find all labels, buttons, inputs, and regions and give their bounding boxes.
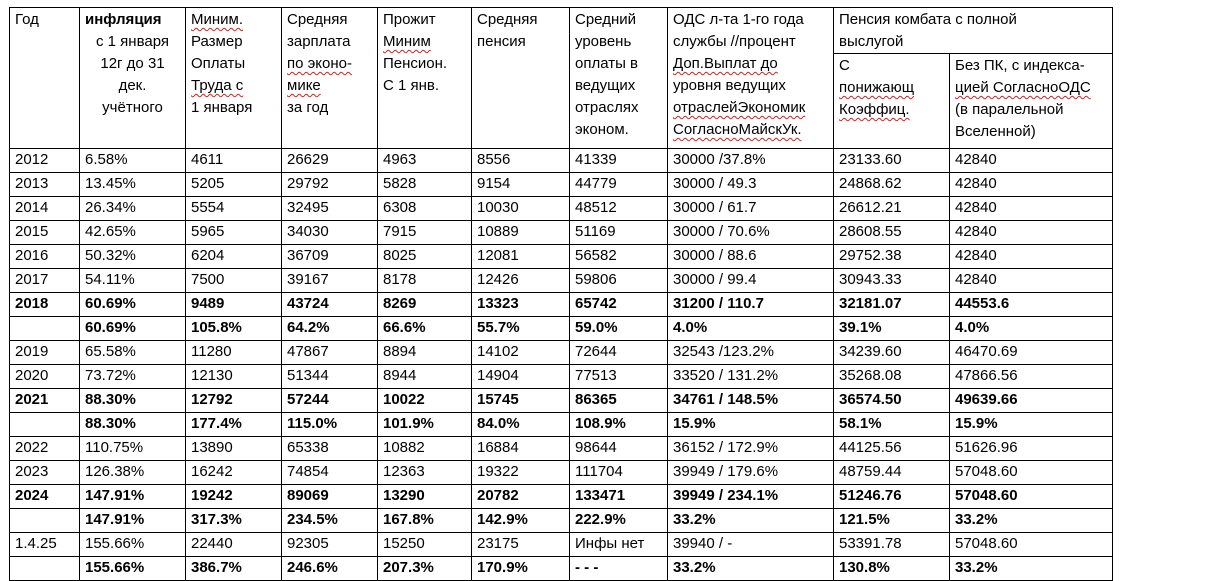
table-row: [10, 221, 1205, 245]
cell-subsistence: 8269: [378, 293, 472, 317]
empty-edge-cell: [1113, 245, 1205, 269]
table-row: [10, 557, 1205, 581]
cell-avg-salary: 74854: [282, 461, 378, 485]
cell-min-wage: 19242: [186, 485, 282, 509]
header-min-wage: Миним. Размер Оплаты Труда с 1 января: [186, 8, 282, 149]
cell-year: 2012: [10, 149, 80, 173]
cell-min-wage: 22440: [186, 533, 282, 557]
cell-ods: 36152 / 172.9%: [668, 437, 834, 461]
cell-avg-salary: 47867: [282, 341, 378, 365]
cell-avg-pay-leading: 72644: [570, 341, 668, 365]
cell-year: [10, 509, 80, 533]
header-inflation: инфляция с 1 января 12г до 31 дек. учётного: [80, 8, 186, 149]
cell-combat-reduced: 58.1%: [834, 413, 950, 437]
empty-edge-cell: [1113, 197, 1205, 221]
cell-avg-salary: 39167: [282, 269, 378, 293]
cell-avg-pay-leading: 98644: [570, 437, 668, 461]
table-row: [10, 197, 1205, 221]
cell-inflation: 54.11%: [80, 269, 186, 293]
cell-ods: 33520 / 131.2%: [668, 365, 834, 389]
cell-avg-salary: 34030: [282, 221, 378, 245]
table-row: [10, 173, 1205, 197]
cell-combat-no-pk: 46470.69: [950, 341, 1113, 365]
empty-edge-cell: [1113, 437, 1205, 461]
cell-year: 1.4.25: [10, 533, 80, 557]
cell-avg-salary: 57244: [282, 389, 378, 413]
cell-year: 2019: [10, 341, 80, 365]
table-row: [10, 245, 1205, 269]
cell-min-wage: 6204: [186, 245, 282, 269]
cell-year: 2018: [10, 293, 80, 317]
cell-ods: 30000 / 70.6%: [668, 221, 834, 245]
cell-combat-reduced: 23133.60: [834, 149, 950, 173]
cell-avg-pay-leading: Инфы нет: [570, 533, 668, 557]
cell-combat-no-pk: 4.0%: [950, 317, 1113, 341]
table-row: [10, 461, 1205, 485]
cell-combat-reduced: 53391.78: [834, 533, 950, 557]
cell-combat-no-pk: 42840: [950, 197, 1113, 221]
cell-combat-no-pk: 33.2%: [950, 557, 1113, 581]
cell-combat-reduced: 36574.50: [834, 389, 950, 413]
cell-year: 2021: [10, 389, 80, 413]
empty-edge-cell: [1113, 317, 1205, 341]
cell-avg-pay-leading: 111704: [570, 461, 668, 485]
cell-combat-reduced: 29752.38: [834, 245, 950, 269]
cell-avg-salary: 43724: [282, 293, 378, 317]
cell-year: [10, 557, 80, 581]
cell-ods: 4.0%: [668, 317, 834, 341]
cell-combat-reduced: 44125.56: [834, 437, 950, 461]
cell-avg-pay-leading: 59.0%: [570, 317, 668, 341]
cell-min-wage: 12130: [186, 365, 282, 389]
cell-combat-no-pk: 51626.96: [950, 437, 1113, 461]
cell-combat-no-pk: 49639.66: [950, 389, 1113, 413]
cell-ods: 32543 /123.2%: [668, 341, 834, 365]
cell-avg-pension: 10030: [472, 197, 570, 221]
cell-min-wage: 12792: [186, 389, 282, 413]
cell-min-wage: 317.3%: [186, 509, 282, 533]
cell-min-wage: 7500: [186, 269, 282, 293]
cell-combat-no-pk: 44553.6: [950, 293, 1113, 317]
cell-avg-pay-leading: 65742: [570, 293, 668, 317]
cell-subsistence: 10882: [378, 437, 472, 461]
cell-avg-pension: 10889: [472, 221, 570, 245]
cell-combat-reduced: 26612.21: [834, 197, 950, 221]
cell-combat-no-pk: 57048.60: [950, 533, 1113, 557]
cell-ods: 30000 / 88.6: [668, 245, 834, 269]
table-row: [10, 341, 1205, 365]
cell-inflation: 155.66%: [80, 533, 186, 557]
cell-inflation: 60.69%: [80, 317, 186, 341]
table-row: [10, 437, 1205, 461]
cell-avg-pension: 9154: [472, 173, 570, 197]
cell-combat-reduced: 35268.08: [834, 365, 950, 389]
cell-avg-pension: 16884: [472, 437, 570, 461]
cell-min-wage: 5205: [186, 173, 282, 197]
cell-combat-reduced: 24868.62: [834, 173, 950, 197]
empty-edge-cell: [1113, 389, 1205, 413]
cell-avg-pension: 142.9%: [472, 509, 570, 533]
empty-edge-cell: [1113, 413, 1205, 437]
cell-avg-pay-leading: 51169: [570, 221, 668, 245]
empty-edge-cell: [1113, 221, 1205, 245]
cell-avg-pay-leading: 44779: [570, 173, 668, 197]
empty-edge-cell: [1113, 269, 1205, 293]
cell-min-wage: 386.7%: [186, 557, 282, 581]
cell-combat-no-pk: 57048.60: [950, 461, 1113, 485]
cell-combat-no-pk: 42840: [950, 149, 1113, 173]
cell-year: 2013: [10, 173, 80, 197]
cell-avg-salary: 26629: [282, 149, 378, 173]
cell-inflation: 110.75%: [80, 437, 186, 461]
cell-subsistence: 5828: [378, 173, 472, 197]
cell-combat-reduced: 121.5%: [834, 509, 950, 533]
cell-subsistence: 66.6%: [378, 317, 472, 341]
table-row: [10, 317, 1205, 341]
cell-year: 2020: [10, 365, 80, 389]
cell-ods: 39940 / -: [668, 533, 834, 557]
cell-avg-pay-leading: 48512: [570, 197, 668, 221]
empty-edge-cell: [1113, 173, 1205, 197]
cell-ods: 31200 / 110.7: [668, 293, 834, 317]
cell-year: 2023: [10, 461, 80, 485]
cell-avg-pension: 8556: [472, 149, 570, 173]
cell-year: [10, 317, 80, 341]
cell-combat-no-pk: 42840: [950, 221, 1113, 245]
header-combat-pension: Пенсия комбата с полной выслугой: [834, 8, 1113, 54]
cell-inflation: 13.45%: [80, 173, 186, 197]
cell-combat-no-pk: 33.2%: [950, 509, 1113, 533]
cell-avg-pay-leading: 59806: [570, 269, 668, 293]
cell-avg-pay-leading: 133471: [570, 485, 668, 509]
table-row: [10, 293, 1205, 317]
empty-edge-cell: [1113, 293, 1205, 317]
cell-min-wage: 4611: [186, 149, 282, 173]
cell-combat-reduced: 30943.33: [834, 269, 950, 293]
empty-edge-cell: [1113, 149, 1205, 173]
cell-combat-reduced: 32181.07: [834, 293, 950, 317]
cell-inflation: 42.65%: [80, 221, 186, 245]
table-row: [10, 149, 1205, 173]
empty-edge-cell: [1113, 365, 1205, 389]
empty-edge-cell: [1113, 485, 1205, 509]
cell-avg-salary: 36709: [282, 245, 378, 269]
cell-avg-pension: 12081: [472, 245, 570, 269]
cell-avg-pension: 23175: [472, 533, 570, 557]
table-row: [10, 365, 1205, 389]
cell-inflation: 26.34%: [80, 197, 186, 221]
cell-min-wage: 9489: [186, 293, 282, 317]
header-year: Год: [10, 8, 80, 149]
cell-year: 2016: [10, 245, 80, 269]
cell-avg-pay-leading: 86365: [570, 389, 668, 413]
cell-combat-reduced: 39.1%: [834, 317, 950, 341]
header-combat-reduced: С понижающ Коэффиц.: [834, 54, 950, 149]
cell-combat-no-pk: 42840: [950, 269, 1113, 293]
cell-subsistence: 13290: [378, 485, 472, 509]
cell-year: 2022: [10, 437, 80, 461]
cell-ods: 30000 / 49.3: [668, 173, 834, 197]
cell-subsistence: 101.9%: [378, 413, 472, 437]
header-combat-no-pk: Без ПК, с индекса- цией СогласноОДС (в паралельной Вселенной): [950, 54, 1113, 149]
cell-year: [10, 413, 80, 437]
cell-subsistence: 207.3%: [378, 557, 472, 581]
cell-avg-pension: 12426: [472, 269, 570, 293]
cell-avg-pay-leading: 41339: [570, 149, 668, 173]
cell-combat-no-pk: 42840: [950, 173, 1113, 197]
cell-inflation: 126.38%: [80, 461, 186, 485]
empty-edge-column: [1113, 8, 1205, 149]
empty-edge-cell: [1113, 341, 1205, 365]
cell-inflation: 88.30%: [80, 413, 186, 437]
cell-inflation: 50.32%: [80, 245, 186, 269]
cell-inflation: 147.91%: [80, 509, 186, 533]
header-ods: ОДС л-та 1-го года службы //процент Доп.Выплат до уровня ведущих отраслейЭкономик СогласноМайскУк.: [668, 8, 834, 149]
cell-avg-pension: 84.0%: [472, 413, 570, 437]
cell-subsistence: 12363: [378, 461, 472, 485]
cell-inflation: 73.72%: [80, 365, 186, 389]
cell-avg-pay-leading: 77513: [570, 365, 668, 389]
header-avg-salary: Средняя зарплата по эконо- мике за год: [282, 8, 378, 149]
cell-inflation: 6.58%: [80, 149, 186, 173]
pension-table: [9, 7, 1205, 581]
cell-combat-reduced: 28608.55: [834, 221, 950, 245]
cell-subsistence: 167.8%: [378, 509, 472, 533]
table-row: [10, 485, 1205, 509]
cell-avg-pay-leading: - - -: [570, 557, 668, 581]
cell-subsistence: 8025: [378, 245, 472, 269]
cell-combat-no-pk: 47866.56: [950, 365, 1113, 389]
cell-ods: 39949 / 179.6%: [668, 461, 834, 485]
cell-avg-pay-leading: 108.9%: [570, 413, 668, 437]
cell-inflation: 65.58%: [80, 341, 186, 365]
cell-ods: 30000 /37.8%: [668, 149, 834, 173]
header-subsistence: Прожит Миним Пенсион. С 1 янв.: [378, 8, 472, 149]
cell-combat-reduced: 130.8%: [834, 557, 950, 581]
cell-combat-reduced: 51246.76: [834, 485, 950, 509]
cell-ods: 30000 / 99.4: [668, 269, 834, 293]
cell-combat-no-pk: 42840: [950, 245, 1113, 269]
cell-min-wage: 16242: [186, 461, 282, 485]
table-row: [10, 269, 1205, 293]
cell-subsistence: 8178: [378, 269, 472, 293]
cell-avg-salary: 234.5%: [282, 509, 378, 533]
header-avg-pay-leading: Средний уровень оплаты в ведущих отраслях эконом.: [570, 8, 668, 149]
cell-avg-pension: 19322: [472, 461, 570, 485]
cell-avg-salary: 65338: [282, 437, 378, 461]
cell-year: 2017: [10, 269, 80, 293]
cell-ods: 33.2%: [668, 509, 834, 533]
cell-avg-salary: 246.6%: [282, 557, 378, 581]
empty-edge-cell: [1113, 461, 1205, 485]
cell-avg-salary: 64.2%: [282, 317, 378, 341]
cell-avg-salary: 89069: [282, 485, 378, 509]
table-row: [10, 533, 1205, 557]
cell-min-wage: 177.4%: [186, 413, 282, 437]
cell-avg-pension: 14102: [472, 341, 570, 365]
cell-avg-pension: 13323: [472, 293, 570, 317]
cell-avg-pay-leading: 56582: [570, 245, 668, 269]
cell-ods: 34761 / 148.5%: [668, 389, 834, 413]
table-row: [10, 413, 1205, 437]
table-row: [10, 389, 1205, 413]
cell-avg-pension: 170.9%: [472, 557, 570, 581]
cell-inflation: 60.69%: [80, 293, 186, 317]
cell-year: 2015: [10, 221, 80, 245]
cell-avg-pay-leading: 222.9%: [570, 509, 668, 533]
cell-subsistence: 7915: [378, 221, 472, 245]
cell-avg-salary: 115.0%: [282, 413, 378, 437]
cell-min-wage: 5554: [186, 197, 282, 221]
cell-avg-salary: 51344: [282, 365, 378, 389]
cell-year: 2024: [10, 485, 80, 509]
empty-edge-cell: [1113, 557, 1205, 581]
cell-avg-pension: 14904: [472, 365, 570, 389]
cell-subsistence: 10022: [378, 389, 472, 413]
empty-edge-cell: [1113, 533, 1205, 557]
cell-combat-no-pk: 15.9%: [950, 413, 1113, 437]
cell-inflation: 147.91%: [80, 485, 186, 509]
cell-avg-pension: 15745: [472, 389, 570, 413]
cell-subsistence: 8894: [378, 341, 472, 365]
cell-ods: 15.9%: [668, 413, 834, 437]
cell-avg-salary: 29792: [282, 173, 378, 197]
cell-combat-reduced: 34239.60: [834, 341, 950, 365]
cell-avg-salary: 32495: [282, 197, 378, 221]
cell-year: 2014: [10, 197, 80, 221]
cell-subsistence: 6308: [378, 197, 472, 221]
cell-combat-no-pk: 57048.60: [950, 485, 1113, 509]
cell-min-wage: 13890: [186, 437, 282, 461]
cell-inflation: 155.66%: [80, 557, 186, 581]
cell-ods: 33.2%: [668, 557, 834, 581]
empty-edge-cell: [1113, 509, 1205, 533]
cell-avg-salary: 92305: [282, 533, 378, 557]
cell-avg-pension: 55.7%: [472, 317, 570, 341]
cell-min-wage: 11280: [186, 341, 282, 365]
header-avg-pension: Средняя пенсия: [472, 8, 570, 149]
cell-combat-reduced: 48759.44: [834, 461, 950, 485]
cell-avg-pension: 20782: [472, 485, 570, 509]
cell-ods: 30000 / 61.7: [668, 197, 834, 221]
cell-subsistence: 4963: [378, 149, 472, 173]
cell-inflation: 88.30%: [80, 389, 186, 413]
cell-subsistence: 8944: [378, 365, 472, 389]
cell-min-wage: 5965: [186, 221, 282, 245]
table-row: [10, 509, 1205, 533]
cell-ods: 39949 / 234.1%: [668, 485, 834, 509]
cell-min-wage: 105.8%: [186, 317, 282, 341]
cell-subsistence: 15250: [378, 533, 472, 557]
